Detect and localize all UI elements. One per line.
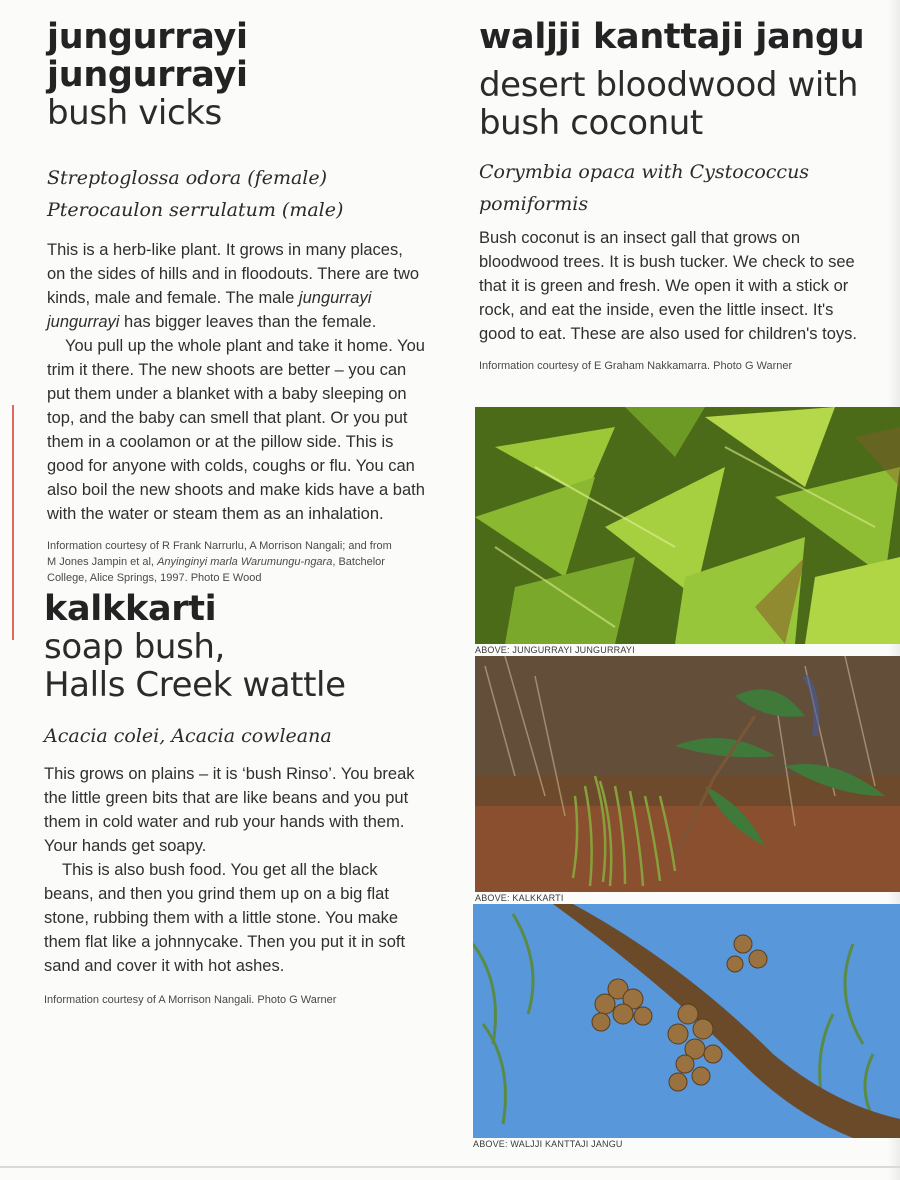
entry-waljji-kanttaji-jangu xyxy=(479,18,889,374)
entry-english-name: bush vicks xyxy=(47,93,222,133)
entry-english-name: desert bloodwood with xyxy=(479,65,858,105)
bush-coconut-photo xyxy=(473,904,900,1138)
entry-paragraph: Bush coconut is an insect gall that grows on bloodwood trees. It is bush tucker. We check to see that it is green and fresh. We open it with a stick or rock, and eat the inside, even the little insect. It's good to eat. These are also used for children's toys. xyxy=(479,229,857,343)
entry-scientific-name: Acacia colei, Acacia cowleana xyxy=(44,725,332,747)
entry-english-name: soap bush, xyxy=(44,627,225,667)
photo-credit: Information courtesy of E Graham Nakkamarra. Photo G Warner xyxy=(479,360,793,372)
entry-english-name: Halls Creek wattle xyxy=(44,665,346,705)
photo-credit: Information courtesy of A Morrison Nangali. Photo G Warner xyxy=(44,994,337,1006)
entry-local-name: waljji kanttaji jangu xyxy=(479,17,865,57)
entry-scientific-name: pomiformis xyxy=(479,193,589,215)
entry-paragraph: This grows on plains – it is ‘bush Rinso’. You break the little green bits that are like beans and you put them in cold water and rub your hands with them. Your hands get soapy. xyxy=(44,765,415,855)
jungurrayi-leaves-photo xyxy=(475,407,900,644)
photo-caption: ABOVE: KALKKARTI xyxy=(475,893,564,903)
kalkkarti-wattle-photo xyxy=(475,656,900,892)
page-edge-mark xyxy=(12,405,14,640)
entry-scientific-name: Streptoglossa odora (female) xyxy=(47,167,328,189)
entry-local-name: kalkkarti xyxy=(44,589,217,629)
entry-paragraph: This is a herb-like plant. It grows in many places, on the sides of hills and in floodouts. There are two kinds, male and female. The male jungurrayi jungurrayi has bigger leaves than the female. xyxy=(47,241,420,331)
entry-jungurrayi xyxy=(47,18,457,586)
entry-scientific-name: Corymbia opaca with Cystococcus xyxy=(479,161,810,183)
entry-local-name: jungurrayi jungurrayi xyxy=(47,17,248,95)
photo-caption: ABOVE: JUNGURRAYI JUNGURRAYI xyxy=(475,645,635,655)
entry-paragraph: This is also bush food. You get all the black beans, and then you grind them up on a big flat stone, rubbing them with a little stone. You make them flat like a johnnycake. Then you put it in soft sand and cover it with hot ashes. xyxy=(44,861,406,975)
entry-scientific-name: Pterocaulon serrulatum (male) xyxy=(47,199,344,221)
entry-english-name: bush coconut xyxy=(479,103,703,143)
photo-caption: ABOVE: WALJJI KANTTAJI JANGU xyxy=(473,1139,623,1149)
entry-paragraph: You pull up the whole plant and take it home. You trim it there. The new shoots are better – you can put them under a blanket with a baby sleeping on top, and the baby can smell that plant. Or you put them in a coolamon or at the pillow side. This is good for anyone with colds, coughs or flu. You can also boil the new shoots and make kids have a bath with the water or steam them as an inhalation. xyxy=(47,337,425,523)
photo-credit: Information courtesy of R Frank Narrurlu, A Morrison Nangali; and from M Jones Jampin et al, Anyinginyi marla Warumungu-ngara, Batchelor College, Alice Springs, 1997. Photo E Wood xyxy=(47,540,392,584)
page-bottom-edge xyxy=(0,1166,900,1168)
entry-kalkkarti xyxy=(44,590,464,1008)
